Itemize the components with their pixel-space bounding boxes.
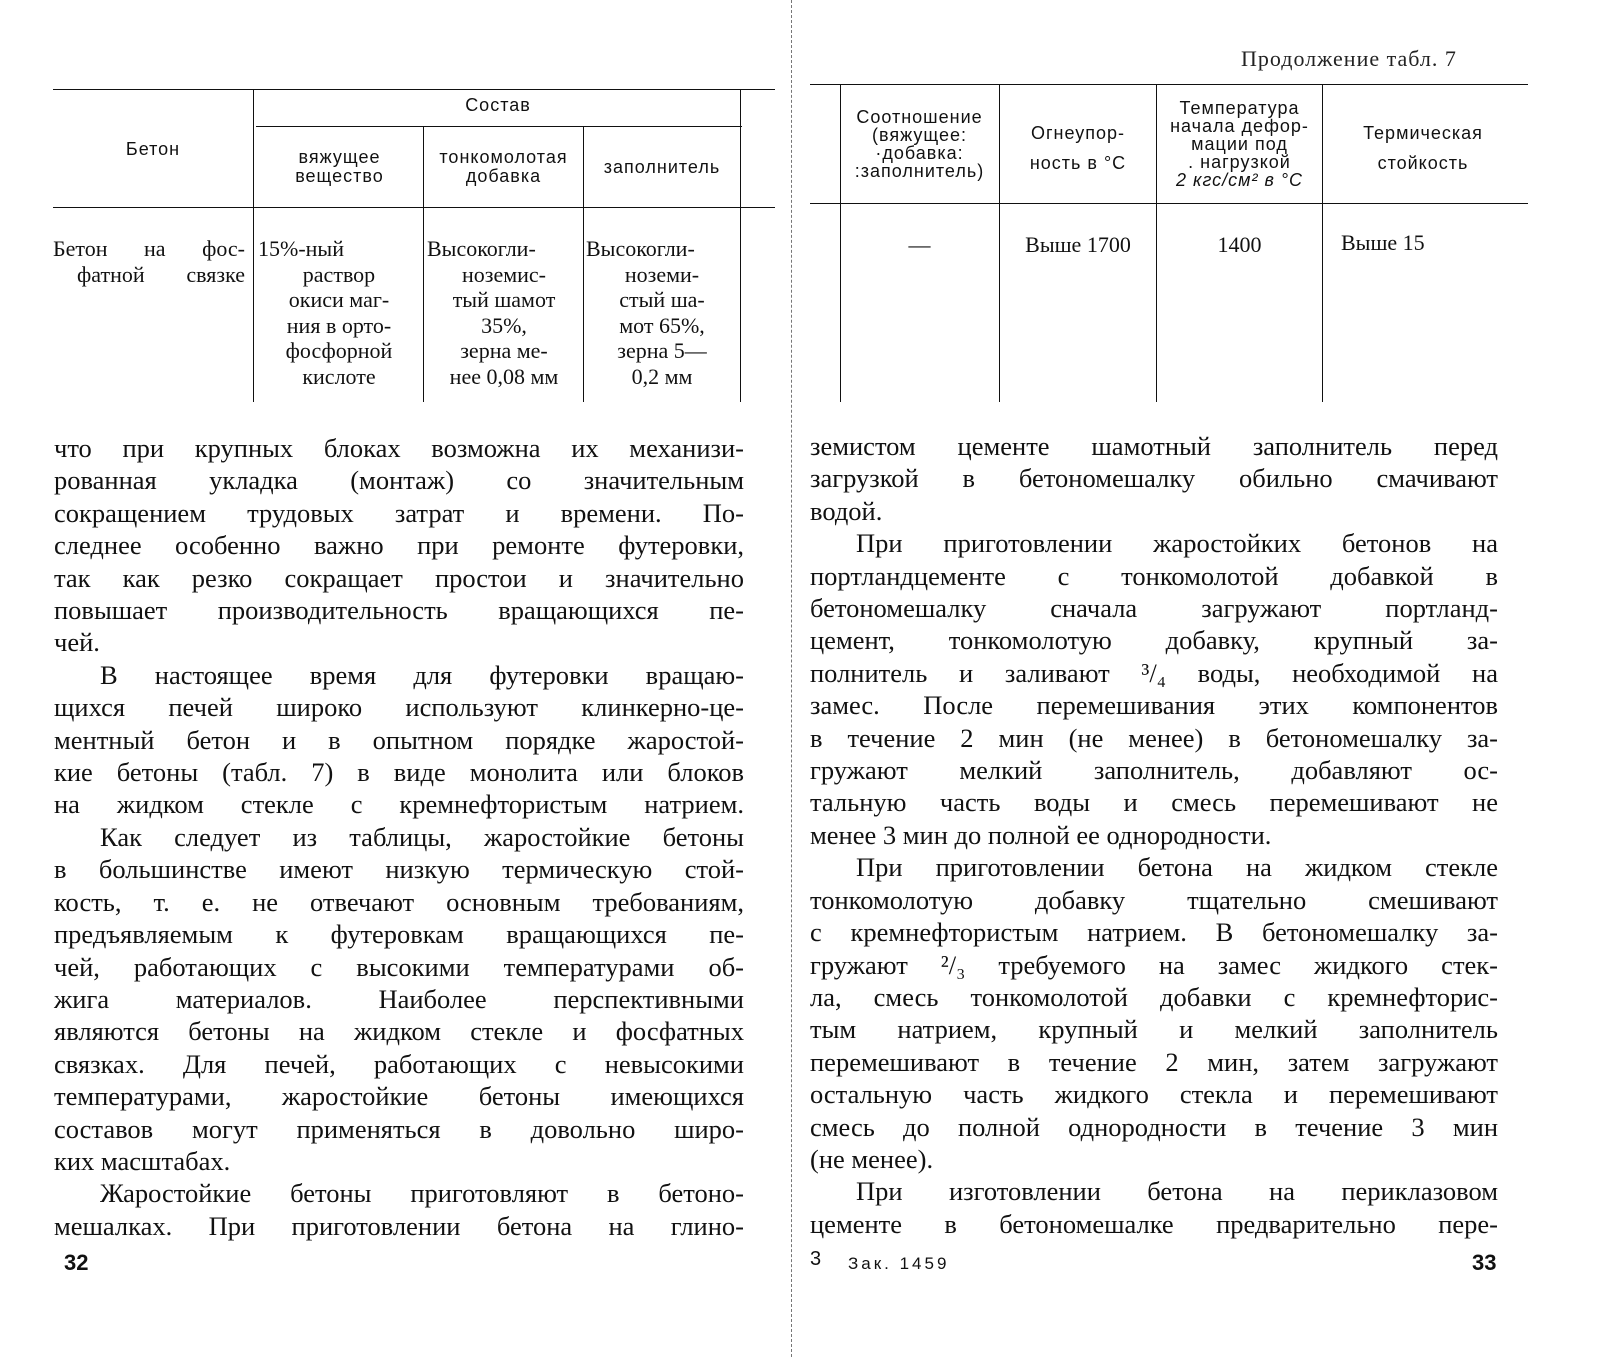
text-line: Как следует из таблицы, жаростойкие бетоны <box>100 821 744 852</box>
text-line: чей, работающих с высокими температурами об- <box>54 951 744 982</box>
text-line: чей. <box>54 627 100 658</box>
text-line: сокращением трудовых затрат и времени. По- <box>54 497 744 528</box>
cell-binder: 15%-ный раствор окиси маг- ния в орто- фосфорной кислоте <box>258 236 393 389</box>
text-line: что при крупных блоках возможна их механизи- <box>54 433 744 463</box>
text-line: цемент, тонкомолотую добавку, крупный за- <box>810 625 1498 656</box>
table-col-divider <box>253 89 254 402</box>
text-line: тонкомолотую добавку тщательно смешивают <box>810 884 1498 915</box>
text-line: В настоящее время для футеровки вращаю- <box>100 659 744 690</box>
text-line: температурами, жаростойкие бетоны имеющихся <box>54 1081 744 1112</box>
composition-rule <box>256 126 742 127</box>
text-line: гружают ²/₃ требуемого на замес жидкого стек- <box>810 949 1498 980</box>
text-line: составов могут применяться в довольно широ- <box>54 1113 744 1144</box>
header-ratio: Соотношение (вяжущее: ·добавка: :заполнитель) <box>854 107 985 181</box>
header-filler: заполнитель <box>603 157 721 177</box>
print-order-imprint: Зак. 1459 <box>848 1254 950 1273</box>
table-caption: Продолжение табл. 7 <box>1241 46 1457 71</box>
cell-concrete: Бетон на фос- фатной связке <box>53 236 245 287</box>
text-line: перемешивают в течение 2 мин, затем загружают <box>810 1046 1498 1077</box>
body-text-left <box>54 432 744 1242</box>
header-thermal-stability: Термическая стойкость <box>1363 123 1483 173</box>
cell-refractoriness: Выше 1700 <box>1025 232 1131 257</box>
text-line: являются бетоны на жидком стекле и фосфатных <box>54 1016 744 1047</box>
signature-mark: 3 <box>810 1248 822 1270</box>
header-binder: вяжущее вещество <box>295 147 384 186</box>
text-line: менее 3 мин до полной ее однородности. <box>810 819 1272 850</box>
page-number-left: 32 <box>64 1250 89 1275</box>
right-page <box>800 0 1600 1357</box>
text-line: в большинстве имеют низкую термическую стой- <box>54 854 744 885</box>
header-additive: тонкомолотая добавка <box>439 147 568 186</box>
text-line: Жаростойкие бетоны приготовляют в бетоно- <box>100 1178 744 1209</box>
text-line: на жидком стекле с кремнефтористым натрием. <box>54 789 744 820</box>
header-deformation-temperature: Температура начала дефор- мации под . нагрузкой 2 кгс/см² в °С <box>1170 98 1309 190</box>
text-line: ментный бетон и в опытном порядке жаростой- <box>54 724 744 755</box>
cell-ratio: — <box>908 232 931 257</box>
text-line: бетономешалку сначала загружают портланд- <box>810 593 1498 624</box>
text-line: полнитель и заливают ³/₄ воды, необходимой на <box>810 657 1498 688</box>
text-line: (не менее). <box>810 1143 934 1174</box>
text-line: замес. После перемешивания этих компонентов <box>810 690 1498 721</box>
header-composition: Состав <box>465 95 531 115</box>
left-page <box>0 0 790 1357</box>
text-line: жига материалов. Наиболее перспективными <box>54 983 744 1014</box>
cell-additive: Высокогли- ноземис- тый шамот 35%, зерна ме- нее 0,08 мм <box>427 236 559 389</box>
cell-filler: Высокогли- ноземи- стый ша- мот 65%, зерна 5— 0,2 мм <box>586 236 707 389</box>
body-text-right <box>810 430 1498 1240</box>
text-line: остальную часть жидкого стекла и перемешивают <box>810 1079 1498 1110</box>
text-line: При приготовлении бетона на жидком стекле <box>856 852 1498 883</box>
text-line: рованная укладка (монтаж) со значительным <box>54 465 744 496</box>
text-line: смесь до полной однородности в течение 3 мин <box>810 1111 1498 1142</box>
text-line: загрузкой в бетономешалку обильно смачивают <box>810 463 1498 494</box>
header-refractoriness: Огнеупор- ность в °С <box>1029 123 1127 173</box>
text-line: тым натрием, крупный и мелкий заполнитель <box>810 1014 1498 1045</box>
text-line: в течение 2 мин (не менее) в бетономешалку за- <box>810 722 1498 753</box>
text-line: предъявляемым к футеровкам вращающихся пе- <box>54 919 744 950</box>
text-line: кость, т. е. не отвечают основным требованиям, <box>54 886 744 917</box>
book-spine <box>791 0 792 1357</box>
text-line: связках. Для печей, работающих с невысокими <box>54 1048 744 1079</box>
text-line: тальную часть воды и смесь перемешивают не <box>810 787 1498 818</box>
table-header-bottom-rule <box>53 207 775 208</box>
text-line: цементе в бетономешалке предварительно пере- <box>810 1208 1498 1239</box>
text-line: При изготовлении бетона на периклазовом <box>856 1176 1498 1207</box>
header-concrete: Бетон <box>125 139 181 159</box>
table-top-rule <box>810 84 1528 85</box>
text-line: портландцементе с тонкомолотой добавкой в <box>810 560 1498 591</box>
table-top-rule <box>53 89 775 90</box>
text-line: так как резко сокращает простои и значительно <box>54 562 744 593</box>
text-line: земистом цементе шамотный заполнитель перед <box>810 431 1498 461</box>
text-line: ких масштабах. <box>54 1145 231 1176</box>
text-line: гружают мелкий заполнитель, добавляют ос- <box>810 755 1498 786</box>
text-line: щихся печей широко используют клинкерно-це- <box>54 692 744 723</box>
text-line: следнее особенно важно при ремонте футеровки, <box>54 530 744 561</box>
page-number-right: 33 <box>1472 1250 1497 1275</box>
text-line: При приготовлении жаростойких бетонов на <box>856 528 1498 559</box>
text-line: повышает производительность вращающихся пе- <box>54 595 744 626</box>
table-col-divider <box>740 89 741 402</box>
cell-thermal-stability: Выше 15 <box>1341 230 1425 255</box>
text-line: водой. <box>810 495 883 526</box>
text-line: с кремнефтористым натрием. В бетономешалку за- <box>810 917 1498 948</box>
table-header-bottom-rule <box>810 203 1528 204</box>
cell-deformation-temperature: 1400 <box>1217 232 1262 257</box>
text-line: кие бетоны (табл. 7) в виде монолита или блоков <box>54 757 744 788</box>
text-line: ла, смесь тонкомолотой добавки с кремнефторис- <box>810 981 1498 1012</box>
text-line: мешалках. При приготовлении бетона на глино- <box>54 1210 744 1241</box>
